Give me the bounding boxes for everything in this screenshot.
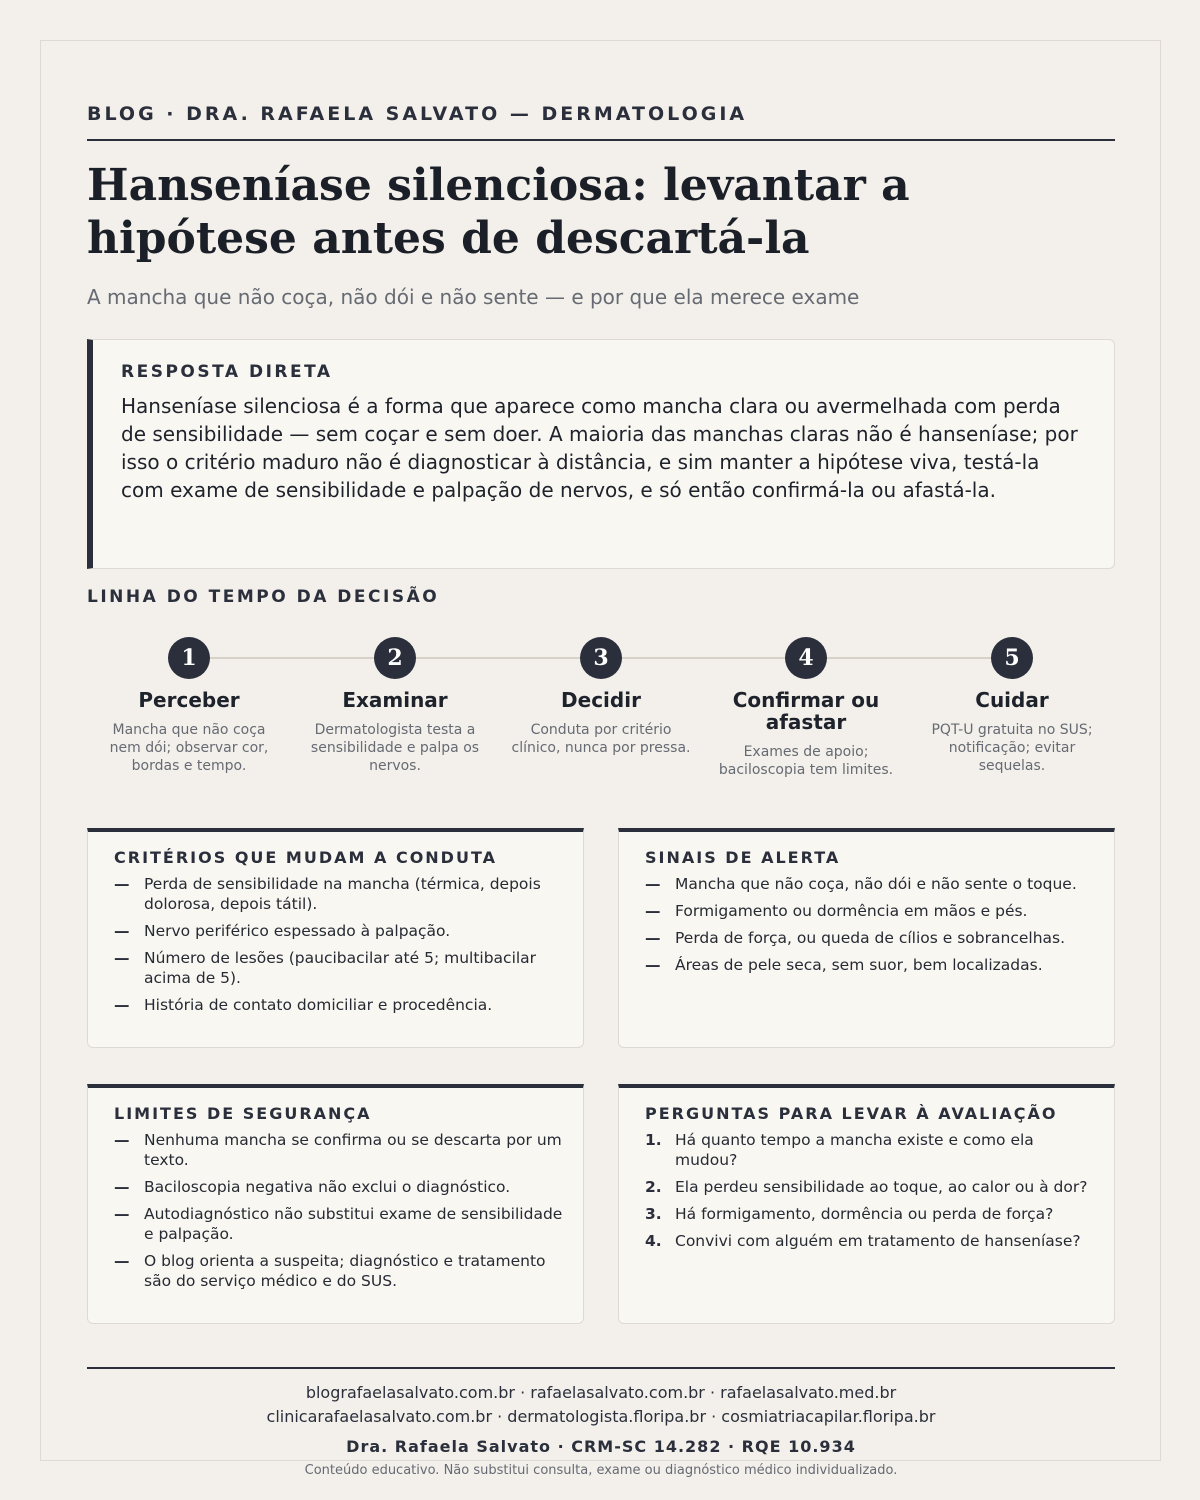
list-item-text: Perda de sensibilidade na mancha (térmica, depois dolorosa, depois tátil). [144, 875, 541, 913]
list-item-text: Áreas de pele seca, sem suor, bem localizadas. [675, 956, 1043, 974]
header-divider [87, 139, 1115, 141]
list-item-text: Convivi com alguém em tratamento de hanseníase? [675, 1232, 1081, 1250]
list-item [645, 1204, 1098, 1224]
timeline-step-perceber [99, 637, 279, 775]
list-item [114, 874, 567, 914]
dash-marker: — [114, 949, 130, 967]
step-title: Confirmar ou afastar [732, 688, 880, 734]
timeline-step-cuidar [922, 637, 1102, 775]
questions-list [645, 1130, 1098, 1251]
list-item [645, 901, 1098, 921]
list-item [114, 1130, 567, 1170]
list-item-text: História de contato domiciliar e procedência. [144, 996, 493, 1014]
criteria-list [114, 874, 567, 1015]
list-item [645, 1231, 1098, 1251]
timeline-step-examinar [305, 637, 485, 775]
list-item-text: Formigamento ou dormência em mãos e pés. [675, 902, 1028, 920]
list-item [114, 995, 567, 1015]
list-item-text: Nenhuma mancha se confirma ou se descarta por um texto. [144, 1131, 562, 1169]
step-number-badge: 1 [168, 637, 210, 679]
list-item-text: Mancha que não coça, não dói e não sente o toque. [675, 875, 1077, 893]
list-item-text: Autodiagnóstico não substitui exame de sensibilidade e palpação. [144, 1205, 563, 1243]
dash-marker: — [645, 875, 661, 893]
list-item [114, 921, 567, 941]
step-description: Conduta por critério clínico, nunca por pressa. [511, 722, 691, 756]
number-marker: 3. [645, 1205, 662, 1223]
step-description: Dermatologista testa a sensibilidade e palpa os nervos. [310, 722, 480, 774]
card-title: CRITÉRIOS QUE MUDAM A CONDUTA [114, 848, 498, 867]
direct-answer-text: Hanseníase silenciosa é a forma que aparece como mancha clara ou avermelhada com perda de sensibilidade — sem coçar e sem doer. A maioria das manchas claras não é hanseníase; por isso o critério maduro não é diagnosticar à distância, e sim manter a hipótese viva, testá-la com exame de sensibilidade e palpação de nervos, e só então confirmá-la ou afastá-la. [121, 394, 1078, 502]
step-number-badge: 3 [580, 637, 622, 679]
direct-answer-box [87, 339, 1115, 569]
dash-marker: — [114, 875, 130, 893]
disclaimer: Conteúdo educativo. Não substitui consulta, exame ou diagnóstico médico individualizado. [304, 1463, 898, 1478]
safety-limits-list [114, 1130, 567, 1291]
dash-marker: — [645, 956, 661, 974]
list-item [114, 1251, 567, 1291]
dash-marker: — [114, 1252, 130, 1270]
step-title: Cuidar [975, 688, 1049, 712]
number-marker: 4. [645, 1232, 662, 1250]
card-title: PERGUNTAS PARA LEVAR À AVALIAÇÃO [645, 1104, 1058, 1123]
author-signature: Dra. Rafaela Salvato · CRM-SC 14.282 · RQE 10.934 [346, 1437, 856, 1456]
footer-divider [87, 1367, 1115, 1369]
card-title: SINAIS DE ALERTA [645, 848, 841, 867]
number-marker: 2. [645, 1178, 662, 1196]
list-item [645, 1177, 1098, 1197]
list-item-text: Ela perdeu sensibilidade ao toque, ao calor ou à dor? [675, 1178, 1088, 1196]
timeline-step-confirmar [716, 637, 896, 779]
criteria-card [87, 828, 584, 1048]
step-title: Perceber [138, 688, 240, 712]
list-item [114, 948, 567, 988]
list-item-text: Há quanto tempo a mancha existe e como ela mudou? [675, 1131, 1034, 1169]
list-item [114, 1204, 567, 1244]
number-marker: 1. [645, 1131, 662, 1149]
blog-kicker: BLOG · DRA. RAFAELA SALVATO — DERMATOLOGIA [87, 103, 748, 125]
step-number-badge: 4 [785, 637, 827, 679]
warning-signs-list [645, 874, 1098, 975]
timeline-label: LINHA DO TEMPO DA DECISÃO [87, 587, 440, 607]
list-item [645, 928, 1098, 948]
step-title: Decidir [561, 688, 641, 712]
dash-marker: — [114, 1205, 130, 1223]
dash-marker: — [114, 996, 130, 1014]
list-item [114, 1177, 567, 1197]
direct-answer-label: RESPOSTA DIRETA [121, 362, 333, 382]
list-item [645, 874, 1098, 894]
timeline-step-decidir [511, 637, 691, 757]
page-subtitle: A mancha que não coça, não dói e não sente — e por que ela merece exame [87, 285, 860, 309]
footer-links-line[interactable]: clinicarafaelasalvato.com.br · dermatologista.floripa.br · cosmiatriacapilar.floripa.br [266, 1407, 936, 1426]
dash-marker: — [645, 929, 661, 947]
list-item-text: Perda de força, ou queda de cílios e sobrancelhas. [675, 929, 1066, 947]
page-title: Hanseníase silenciosa: levantar a hipótese antes de descartá-la [87, 160, 910, 264]
warning-signs-card [618, 828, 1115, 1048]
step-description: Mancha que não coça nem dói; observar cor, bordas e tempo. [109, 722, 269, 774]
card-title: LIMITES DE SEGURANÇA [114, 1104, 372, 1123]
list-item-text: Há formigamento, dormência ou perda de força? [675, 1205, 1054, 1223]
list-item [645, 955, 1098, 975]
dash-marker: — [114, 1178, 130, 1196]
dash-marker: — [645, 902, 661, 920]
dash-marker: — [114, 922, 130, 940]
decision-timeline [87, 637, 1115, 807]
footer-links [87, 1381, 1115, 1429]
step-number-badge: 5 [991, 637, 1033, 679]
page-frame [40, 40, 1161, 1478]
step-description: PQT-U gratuita no SUS; notificação; evitar sequelas. [931, 722, 1093, 774]
step-description: Exames de apoio; baciloscopia tem limites. [718, 744, 894, 778]
step-number-badge: 2 [374, 637, 416, 679]
list-item [645, 1130, 1098, 1170]
footer-links-line[interactable]: blografaelasalvato.com.br · rafaelasalvato.com.br · rafaelasalvato.med.br [305, 1383, 897, 1402]
list-item-text: Número de lesões (paucibacilar até 5; multibacilar acima de 5). [144, 949, 537, 987]
step-title: Examinar [342, 688, 448, 712]
list-item-text: O blog orienta a suspeita; diagnóstico e tratamento são do serviço médico e do SUS. [144, 1252, 546, 1290]
dash-marker: — [114, 1131, 130, 1149]
questions-card [618, 1084, 1115, 1324]
list-item-text: Nervo periférico espessado à palpação. [144, 922, 451, 940]
safety-limits-card [87, 1084, 584, 1324]
list-item-text: Baciloscopia negativa não exclui o diagnóstico. [144, 1178, 511, 1196]
